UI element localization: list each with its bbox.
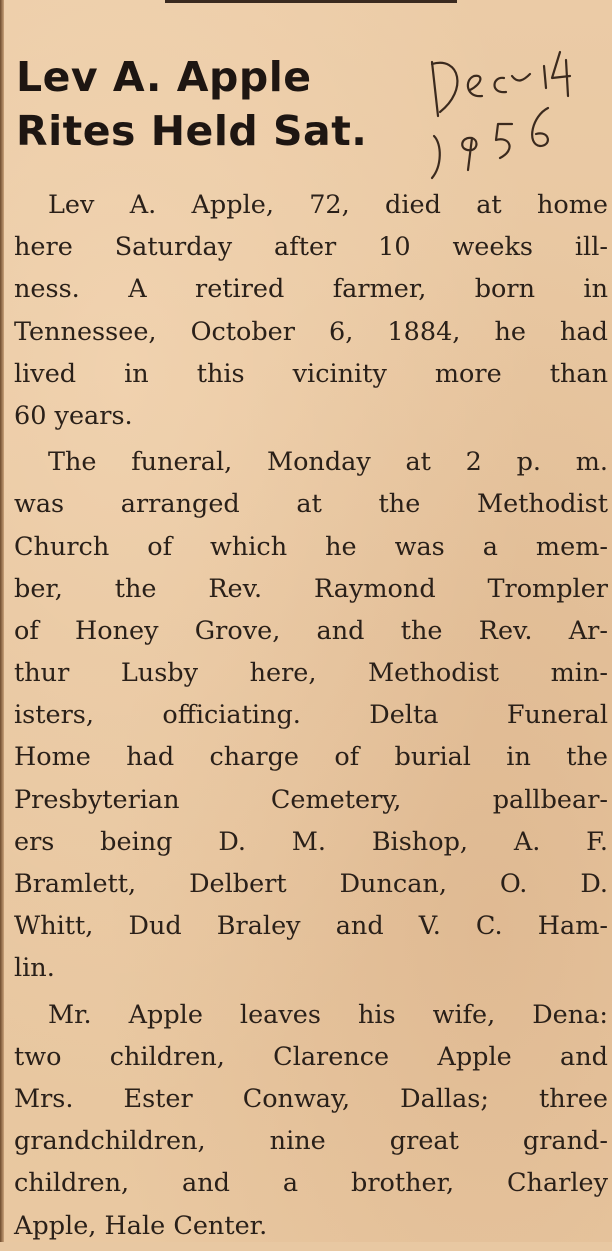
text-line: two children, Clarence Apple and	[14, 1041, 608, 1072]
text-line: isters, officiating. Delta Funeral	[14, 700, 608, 731]
text-line: lived in this vicinity more than	[14, 358, 608, 389]
top-rule	[165, 0, 457, 3]
text-line: Apple, Hale Center.	[14, 1210, 268, 1241]
text-line: ber, the Rev. Raymond Trompler	[14, 573, 608, 604]
text-line: Mr. Apple leaves his wife, Dena:	[48, 999, 608, 1030]
text-line: The funeral, Monday at 2 p. m.	[48, 447, 608, 478]
text-line: Lev A. Apple, 72, died at home	[48, 190, 608, 220]
text-line: Bramlett, Delbert Duncan, O. D.	[14, 869, 608, 899]
headline-line-1: Lev A. Apple	[16, 53, 312, 101]
paragraph-funeral	[14, 441, 608, 989]
text-line: ers being D. M. Bishop, A. F.	[14, 826, 608, 857]
text-line: 60 years.	[14, 400, 133, 431]
text-line: Tennessee, October 6, 1884, he had	[14, 316, 608, 347]
torn-left-edge	[0, 0, 4, 1242]
text-line: thur Lusby here, Methodist min-	[14, 658, 608, 689]
headline-line-2: Rites Held Sat.	[16, 107, 368, 155]
paragraph-death-notice	[14, 184, 608, 437]
text-line: lin.	[14, 953, 55, 984]
text-line: children, and a brother, Charley	[14, 1168, 608, 1199]
text-line: Home had charge of burial in the	[14, 742, 608, 773]
text-line: Presbyterian Cemetery, pallbear-	[14, 784, 608, 815]
headline	[16, 50, 367, 158]
handwritten-date-drawing	[420, 40, 590, 190]
text-line: Mrs. Ester Conway, Dallas; three	[14, 1083, 608, 1114]
article-body	[14, 184, 608, 1251]
text-line: Whitt, Dud Braley and V. C. Ham-	[14, 911, 608, 942]
text-line: was arranged at the Methodist	[14, 489, 608, 520]
text-line: grandchildren, nine great grand-	[14, 1126, 608, 1157]
text-line: ness. A retired farmer, born in	[14, 274, 608, 305]
paragraph-survivors	[14, 994, 608, 1247]
text-line: of Honey Grove, and the Rev. Ar-	[14, 615, 608, 646]
handwritten-date-note	[420, 40, 590, 190]
text-line: Church of which he was a mem-	[14, 531, 608, 562]
text-line: here Saturday after 10 weeks ill-	[14, 232, 608, 263]
